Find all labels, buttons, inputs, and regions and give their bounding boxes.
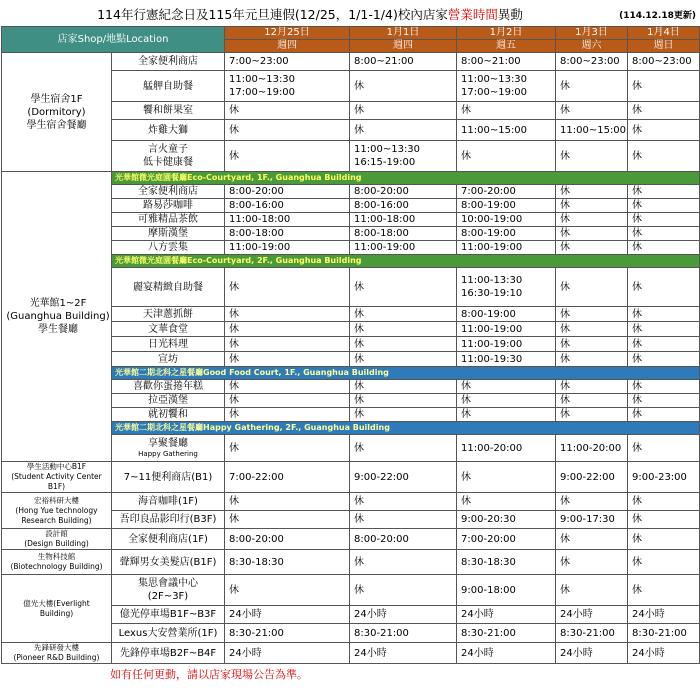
weekday-header: 週日	[628, 40, 700, 53]
shop-name: 全家便利商店	[112, 185, 225, 199]
hours-cell: 休	[556, 394, 628, 408]
hours-cell: 24小時	[628, 643, 700, 664]
hours-cell: 休	[628, 435, 700, 462]
shop-name: 先鋒停車場B2F~B4F	[112, 643, 225, 664]
hours-cell: 休	[556, 550, 628, 575]
hours-cell: 24小時	[556, 643, 628, 664]
shop-name: 吾印良品影印行(B3F)	[112, 511, 225, 529]
hours-cell: 11:00-19:00	[350, 241, 457, 255]
hours-cell: 休	[350, 337, 457, 352]
hours-cell: 休	[225, 268, 350, 307]
shop-name: 艋舺自助餐	[112, 71, 225, 102]
hours-cell: 8:00-16:00	[225, 199, 350, 213]
hours-cell: 24小時	[350, 606, 457, 624]
hours-cell: 休	[556, 493, 628, 511]
hours-cell: 8:30-18:30	[225, 550, 350, 575]
date-header: 1月2日	[457, 27, 556, 40]
hours-cell: 休	[556, 213, 628, 227]
hours-cell: 10:00-19:00	[457, 213, 556, 227]
hours-cell: 11:00~15:00	[556, 120, 628, 141]
hours-cell: 8:30-21:00	[225, 624, 350, 643]
date-header: 1月1日	[350, 27, 457, 40]
hours-cell: 8:00-19:00	[457, 307, 556, 322]
header-row	[2, 27, 700, 40]
hours-cell: 8:00~21:00	[350, 53, 457, 71]
hours-cell: 11:00~13:30 17:00~19:00	[225, 71, 350, 102]
hours-cell: 8:30-21:00	[628, 624, 700, 643]
hours-cell: 9:00-20:30	[457, 511, 556, 529]
hours-cell: 休	[556, 575, 628, 606]
location-cell: 生物科技館 (Biotechnology Building)	[2, 550, 112, 575]
title-highlight: 營業時間	[447, 7, 498, 22]
hours-cell: 休	[556, 529, 628, 550]
hours-cell: 休	[628, 529, 700, 550]
hours-cell: 8:00-20:00	[350, 529, 457, 550]
hours-cell: 休	[556, 185, 628, 199]
hours-cell: 8:00~21:00	[457, 53, 556, 71]
shop-name: Lexus大安營業所(1F)	[112, 624, 225, 643]
hours-cell: 休	[225, 120, 350, 141]
hours-cell: 8:00~23:00	[628, 53, 700, 71]
hours-cell: 休	[225, 352, 350, 367]
table-row	[2, 53, 700, 71]
hours-cell: 休	[628, 322, 700, 337]
shop-name: 八方雲集	[112, 241, 225, 255]
hours-cell: 11:00-13:30 16:30-19:10	[457, 268, 556, 307]
hours-cell: 休	[628, 227, 700, 241]
shop-name: 言火童子 低卡健康餐	[112, 141, 225, 172]
shop-subname: Happy Gathering	[138, 450, 198, 458]
page-title	[0, 5, 620, 23]
shop-name: 文華食堂	[112, 322, 225, 337]
hours-cell: 休	[556, 352, 628, 367]
hours-cell: 7:00-22:00	[225, 462, 350, 493]
hours-cell: 休	[350, 575, 457, 606]
hours-cell: 11:00-19:00	[457, 322, 556, 337]
shop-name: 聲輝男女美髮店(B1F)	[112, 550, 225, 575]
hours-cell: 8:00~23:00	[556, 53, 628, 71]
hours-cell: 休	[350, 71, 457, 102]
hours-cell: 休	[457, 380, 556, 394]
hours-cell: 9:00-23:00	[628, 462, 700, 493]
title-suffix: 異動	[497, 7, 523, 22]
hours-cell: 休	[225, 435, 350, 462]
hours-cell: 休	[628, 493, 700, 511]
hours-cell: 休	[457, 394, 556, 408]
hours-cell: 24小時	[225, 643, 350, 664]
hours-cell: 休	[350, 102, 457, 120]
hours-cell: 休	[556, 241, 628, 255]
title-row	[0, 0, 700, 26]
schedule-body	[2, 53, 700, 664]
hours-cell: 11:00-19:00	[457, 337, 556, 352]
hours-cell: 休	[350, 307, 457, 322]
hours-cell: 休	[350, 511, 457, 529]
hours-cell: 休	[225, 493, 350, 511]
hours-cell: 8:00-18:00	[225, 227, 350, 241]
date-header: 1月3日	[556, 27, 628, 40]
hours-cell: 休	[225, 408, 350, 422]
hours-cell: 休	[628, 337, 700, 352]
location-cell: 億光大樓(Everlight Building)	[2, 575, 112, 643]
hours-cell: 休	[225, 102, 350, 120]
shop-name: 7~11便利商店(B1)	[112, 462, 225, 493]
hours-cell: 休	[556, 199, 628, 213]
shop-name: 炸雞大獅	[112, 120, 225, 141]
shop-name: 喜歡你蛋捲年糕	[112, 380, 225, 394]
hours-cell: 休	[225, 380, 350, 394]
hours-cell: 休	[457, 493, 556, 511]
hours-cell: 休	[628, 408, 700, 422]
location-cell: 宏裕科研大樓 (Hong Yue technology Research Building)	[2, 493, 112, 529]
hours-cell: 休	[628, 394, 700, 408]
shop-name: 全家便利商店	[112, 53, 225, 71]
hours-cell: 11:00-20:00	[457, 435, 556, 462]
hours-cell: 休	[225, 307, 350, 322]
hours-cell: 休	[457, 408, 556, 422]
hours-cell: 8:00-16:00	[350, 199, 457, 213]
footer-note: 如有任何更動，請以店家現場公告為準。	[110, 668, 308, 681]
shop-name: 就初饗和	[112, 408, 225, 422]
hours-cell: 8:30-21:00	[556, 624, 628, 643]
hours-cell: 11:00~15:00	[457, 120, 556, 141]
hours-cell: 11:00~13:30 17:00~19:00	[457, 71, 556, 102]
hours-cell: 休	[225, 322, 350, 337]
hours-cell: 9:00-22:00	[556, 462, 628, 493]
hours-cell: 9:00-22:00	[350, 462, 457, 493]
hours-cell: 24小時	[628, 606, 700, 624]
hours-cell: 休	[350, 352, 457, 367]
shop-name: 宣坊	[112, 352, 225, 367]
hours-cell: 休	[628, 550, 700, 575]
hours-cell: 11:00-18:00	[225, 213, 350, 227]
section-title: 光華館二期北科之星餐廳Happy Gathering, 2F., Guanghua Building	[112, 422, 700, 435]
hours-cell: 8:00-19:00	[457, 227, 556, 241]
weekday-header: 週五	[457, 40, 556, 53]
hours-cell: 休	[556, 307, 628, 322]
shop-name: 集思會議中心 (2F~3F)	[112, 575, 225, 606]
hours-cell: 8:00-18:00	[350, 227, 457, 241]
hours-cell: 11:00-19:00	[225, 241, 350, 255]
hours-cell: 休	[628, 185, 700, 199]
table-row	[2, 575, 700, 606]
hours-cell: 休	[628, 511, 700, 529]
hours-cell: 休	[556, 322, 628, 337]
table-row	[2, 643, 700, 664]
hours-cell: 休	[225, 337, 350, 352]
hours-cell: 休	[556, 408, 628, 422]
hours-cell: 休	[350, 435, 457, 462]
table-row	[2, 493, 700, 511]
hours-cell: 休	[628, 141, 700, 172]
hours-cell: 11:00-19:00	[457, 241, 556, 255]
hours-cell: 24小時	[225, 606, 350, 624]
hours-cell: 休	[628, 268, 700, 307]
hours-cell: 9:00-18:00	[457, 575, 556, 606]
hours-cell: 休	[628, 307, 700, 322]
hours-cell: 8:30-21:00	[350, 624, 457, 643]
hours-cell: 休	[556, 337, 628, 352]
hours-cell: 休	[628, 380, 700, 394]
section-header-row	[2, 172, 700, 185]
weekday-header: 週四	[225, 40, 350, 53]
hours-cell: 休	[350, 120, 457, 141]
shop-name: 海音咖啡(1F)	[112, 493, 225, 511]
hours-cell: 8:00-19:00	[457, 199, 556, 213]
hours-cell: 11:00-19:30	[457, 352, 556, 367]
hours-cell: 休	[628, 213, 700, 227]
hours-cell: 休	[225, 511, 350, 529]
hours-cell: 休	[628, 71, 700, 102]
hours-cell: 24小時	[556, 606, 628, 624]
hours-cell: 休	[350, 322, 457, 337]
table-row	[2, 529, 700, 550]
hours-cell: 休	[350, 408, 457, 422]
table-row	[2, 550, 700, 575]
hours-cell: 休	[628, 102, 700, 120]
shop-name: 饗和餅果室	[112, 102, 225, 120]
hours-cell: 休	[350, 394, 457, 408]
shop-name: 麗宴精緻自助餐	[112, 268, 225, 307]
hours-cell: 休	[556, 71, 628, 102]
hours-cell: 休	[457, 102, 556, 120]
hours-cell: 8:00-20:00	[350, 185, 457, 199]
title-prefix: 114年行憲紀念日及115年元旦連假(12/25，1/1-1/4)校內店家	[97, 7, 448, 22]
hours-cell: 休	[628, 120, 700, 141]
hours-cell: 休	[350, 493, 457, 511]
table-row	[2, 462, 700, 493]
shop-name: 全家便利商店(1F)	[112, 529, 225, 550]
section-title: 光華館微光庭園餐廳Eco-Courtyard, 1F., Guanghua Building	[112, 172, 700, 185]
hours-cell: 休	[628, 241, 700, 255]
shop-name: 日光料理	[112, 337, 225, 352]
shop-name: 路易莎咖啡	[112, 199, 225, 213]
hours-cell: 休	[350, 268, 457, 307]
section-title: 光華館二期北科之星餐廳Good Food Court, 1F., Guanghua Building	[112, 367, 700, 380]
shop-name: 可雅精品茶飲	[112, 213, 225, 227]
shop-name: 享聚餐廳 Happy Gathering	[112, 435, 225, 462]
hours-cell: 休	[628, 352, 700, 367]
shop-name: 摩斯漢堡	[112, 227, 225, 241]
date-header: 1月4日	[628, 27, 700, 40]
hours-cell: 24小時	[457, 643, 556, 664]
weekday-header: 週六	[556, 40, 628, 53]
hours-cell: 休	[350, 550, 457, 575]
hours-cell: 休	[225, 141, 350, 172]
hours-cell: 7:00~23:00	[225, 53, 350, 71]
hours-cell: 7:00-20:00	[457, 185, 556, 199]
shop-name: 拉亞漢堡	[112, 394, 225, 408]
date-header: 12月25日	[225, 27, 350, 40]
hours-cell: 11:00~13:30 16:15-19:00	[350, 141, 457, 172]
hours-cell: 11:00-18:00	[350, 213, 457, 227]
hours-cell: 8:30-18:30	[457, 550, 556, 575]
schedule-table	[1, 26, 700, 664]
shop-name: 億光停車場B1F~B3F	[112, 606, 225, 624]
hours-cell: 休	[225, 394, 350, 408]
hours-cell: 8:30-21:00	[457, 624, 556, 643]
hours-cell: 休	[457, 141, 556, 172]
hours-cell: 休	[225, 575, 350, 606]
hours-cell: 休	[556, 268, 628, 307]
hours-cell: 7:00-20:00	[457, 529, 556, 550]
hours-cell: 休	[350, 380, 457, 394]
hours-cell: 休	[556, 102, 628, 120]
hours-cell: 休	[628, 575, 700, 606]
hours-cell: 8:00-20:00	[225, 185, 350, 199]
location-cell: 設計館 (Design Building)	[2, 529, 112, 550]
hours-cell: 休	[556, 227, 628, 241]
hours-cell: 11:00-20:00	[556, 435, 628, 462]
location-cell: 光華館1~2F (Guanghua Building) 學生餐廳	[2, 172, 112, 462]
location-cell: 先鋒研發大樓 (Pioneer R&D Building)	[2, 643, 112, 664]
location-header: 店家Shop/地點Location	[2, 27, 225, 53]
hours-cell: 休	[556, 141, 628, 172]
hours-cell: 休	[628, 199, 700, 213]
hours-cell: 9:00-17:30	[556, 511, 628, 529]
update-date: (114.12.18更新)	[619, 11, 696, 21]
hours-cell: 8:00-20:00	[225, 529, 350, 550]
section-title: 光華館微光庭園餐廳Eco-Courtyard, 2F., Guanghua Building	[112, 255, 700, 268]
weekday-header: 週四	[350, 40, 457, 53]
shop-name: 天津蔥抓餅	[112, 307, 225, 322]
hours-cell: 24小時	[350, 643, 457, 664]
hours-cell: 休	[457, 462, 556, 493]
location-cell: 學生活動中心B1F (Student Activity Center B1F)	[2, 462, 112, 493]
location-cell: 學生宿舍1F (Dormitory) 學生宿舍餐廳	[2, 53, 112, 172]
hours-cell: 休	[556, 380, 628, 394]
hours-cell: 24小時	[457, 606, 556, 624]
